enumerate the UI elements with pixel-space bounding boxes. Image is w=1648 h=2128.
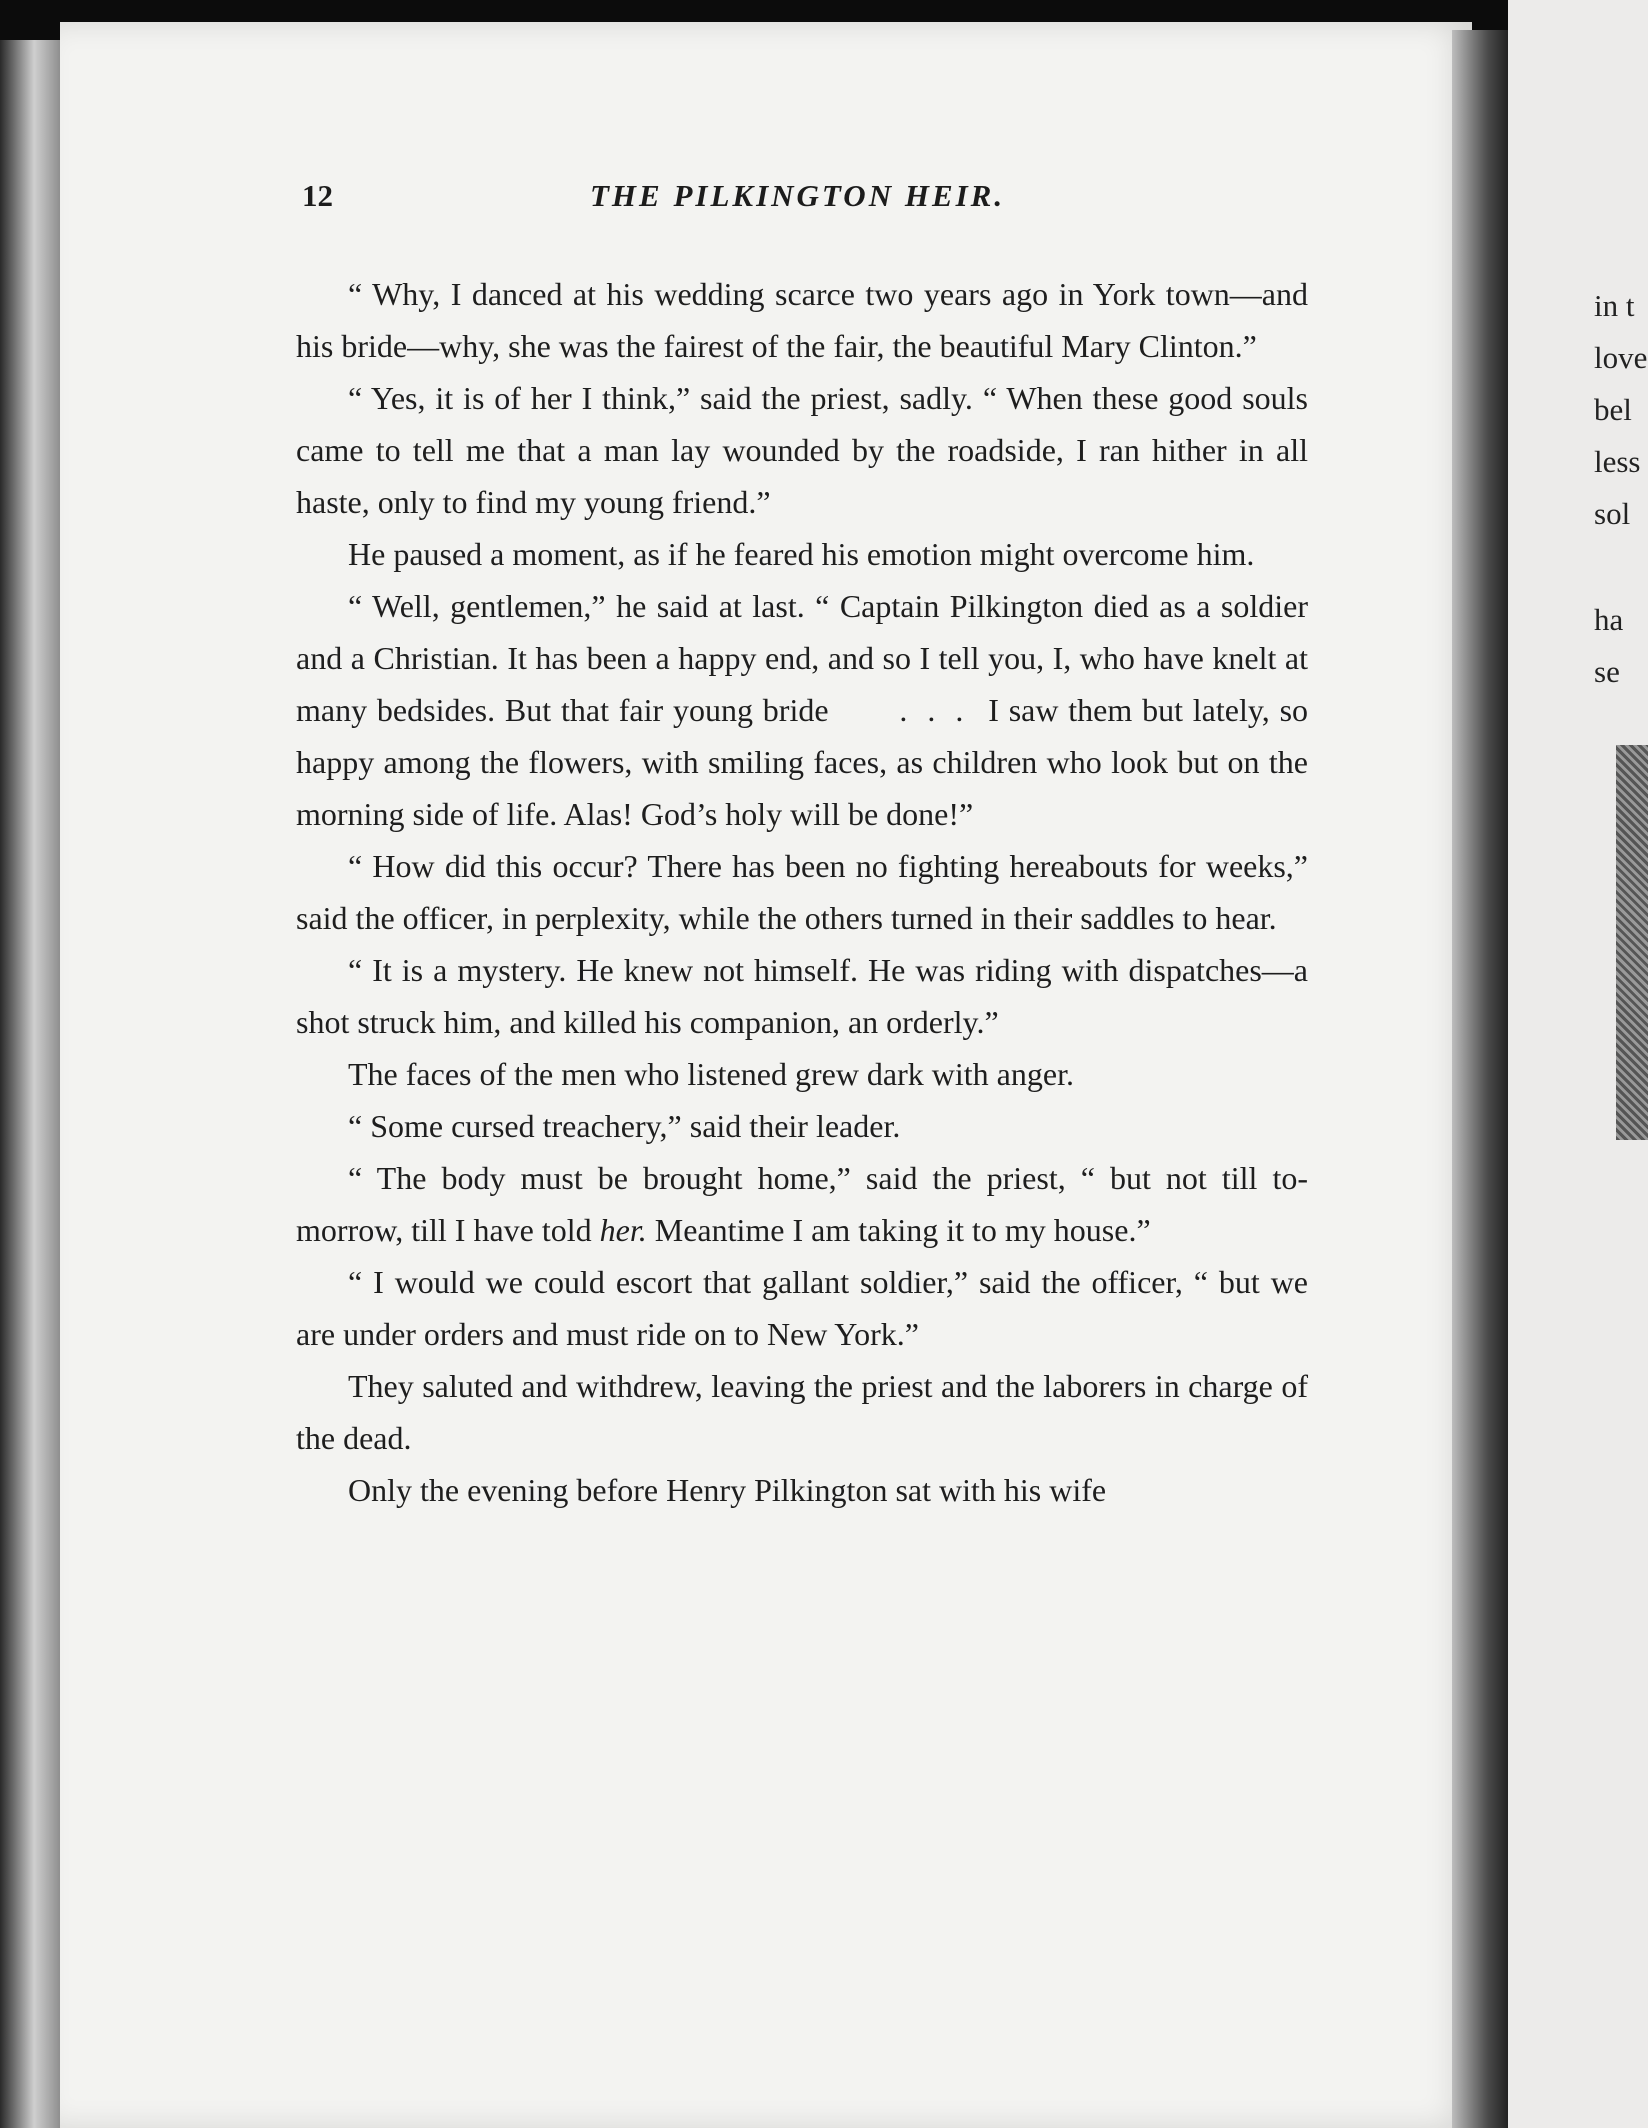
- paragraph: [296, 1152, 1308, 1256]
- emphasis-text: her.: [599, 1212, 647, 1248]
- book-gutter: [1452, 30, 1512, 2128]
- running-title: THE PILKINGTON HEIR.: [590, 178, 1006, 213]
- paragraph-text: “ The body must be brought home,” said the priest, “ but not till to-morrow, till I have told: [296, 1160, 1308, 1248]
- page-number: 12: [302, 178, 333, 213]
- paragraph: “ I would we could escort that gallant soldier,” said the officer, “ but we are under orders and must ride on to New York.”: [296, 1264, 1308, 1352]
- facing-page: [1508, 0, 1648, 2128]
- paragraph: “ Some cursed treachery,” said their leader.: [348, 1108, 901, 1144]
- facing-page-fragment: love: [1594, 340, 1648, 375]
- paragraph: The faces of the men who listened grew dark with anger.: [348, 1056, 1074, 1092]
- paragraph: “ Why, I danced at his wedding scarce two years ago in York town—and his bride—why, she was the fairest of the fair, the beautiful Mary Clinton.”: [296, 276, 1308, 364]
- facing-page-fragment: ha: [1594, 602, 1624, 637]
- paragraph: “ Yes, it is of her I think,” said the priest, sadly. “ When these good souls came to tell me that a man lay wounded by the roadside, I ran hither in all haste, only to find my young friend.”: [296, 380, 1308, 520]
- ellipsis: . . .: [899, 692, 970, 728]
- facing-page-fragment: se: [1594, 654, 1620, 689]
- illustration-plate-edge: [1616, 745, 1648, 1140]
- facing-page-fragment: in t: [1594, 288, 1635, 323]
- paragraph: [296, 580, 1308, 840]
- paragraph-text: I saw them but lately, so happy among the flowers, with smiling faces, as children who look but on the morning side of life. Alas! God’s holy will be done!”: [296, 692, 1309, 832]
- paragraph: “ It is a mystery. He knew not himself. He was riding with dispatches—a shot struck him, and killed his companion, an orderly.”: [296, 952, 1308, 1040]
- facing-page-fragment: bel: [1594, 392, 1632, 427]
- paragraph: They saluted and withdrew, leaving the priest and the laborers in charge of the dead.: [296, 1368, 1308, 1456]
- facing-page-fragment: less: [1594, 444, 1641, 479]
- paragraph: “ How did this occur? There has been no fighting hereabouts for weeks,” said the officer, in perplexity, while the others turned in their saddles to hear.: [296, 848, 1308, 936]
- facing-page-fragment: sol: [1594, 496, 1631, 531]
- paragraph-text: “ Well, gentlemen,” he said at last. “ Captain Pilkington died as a soldier and a Christian. It has been a happy end, and so I tell you, I, who have knelt at many bedsides. But that fair young bride: [296, 588, 1308, 728]
- paragraph: He paused a moment, as if he feared his emotion might overcome him.: [348, 536, 1255, 572]
- book-spine-edge: [0, 40, 62, 2128]
- body-text: [296, 268, 1308, 1516]
- page-header: [300, 178, 1318, 228]
- paragraph: Only the evening before Henry Pilkington sat with his wife: [348, 1472, 1107, 1508]
- paragraph-text: Meantime I am taking it to my house.”: [654, 1212, 1151, 1248]
